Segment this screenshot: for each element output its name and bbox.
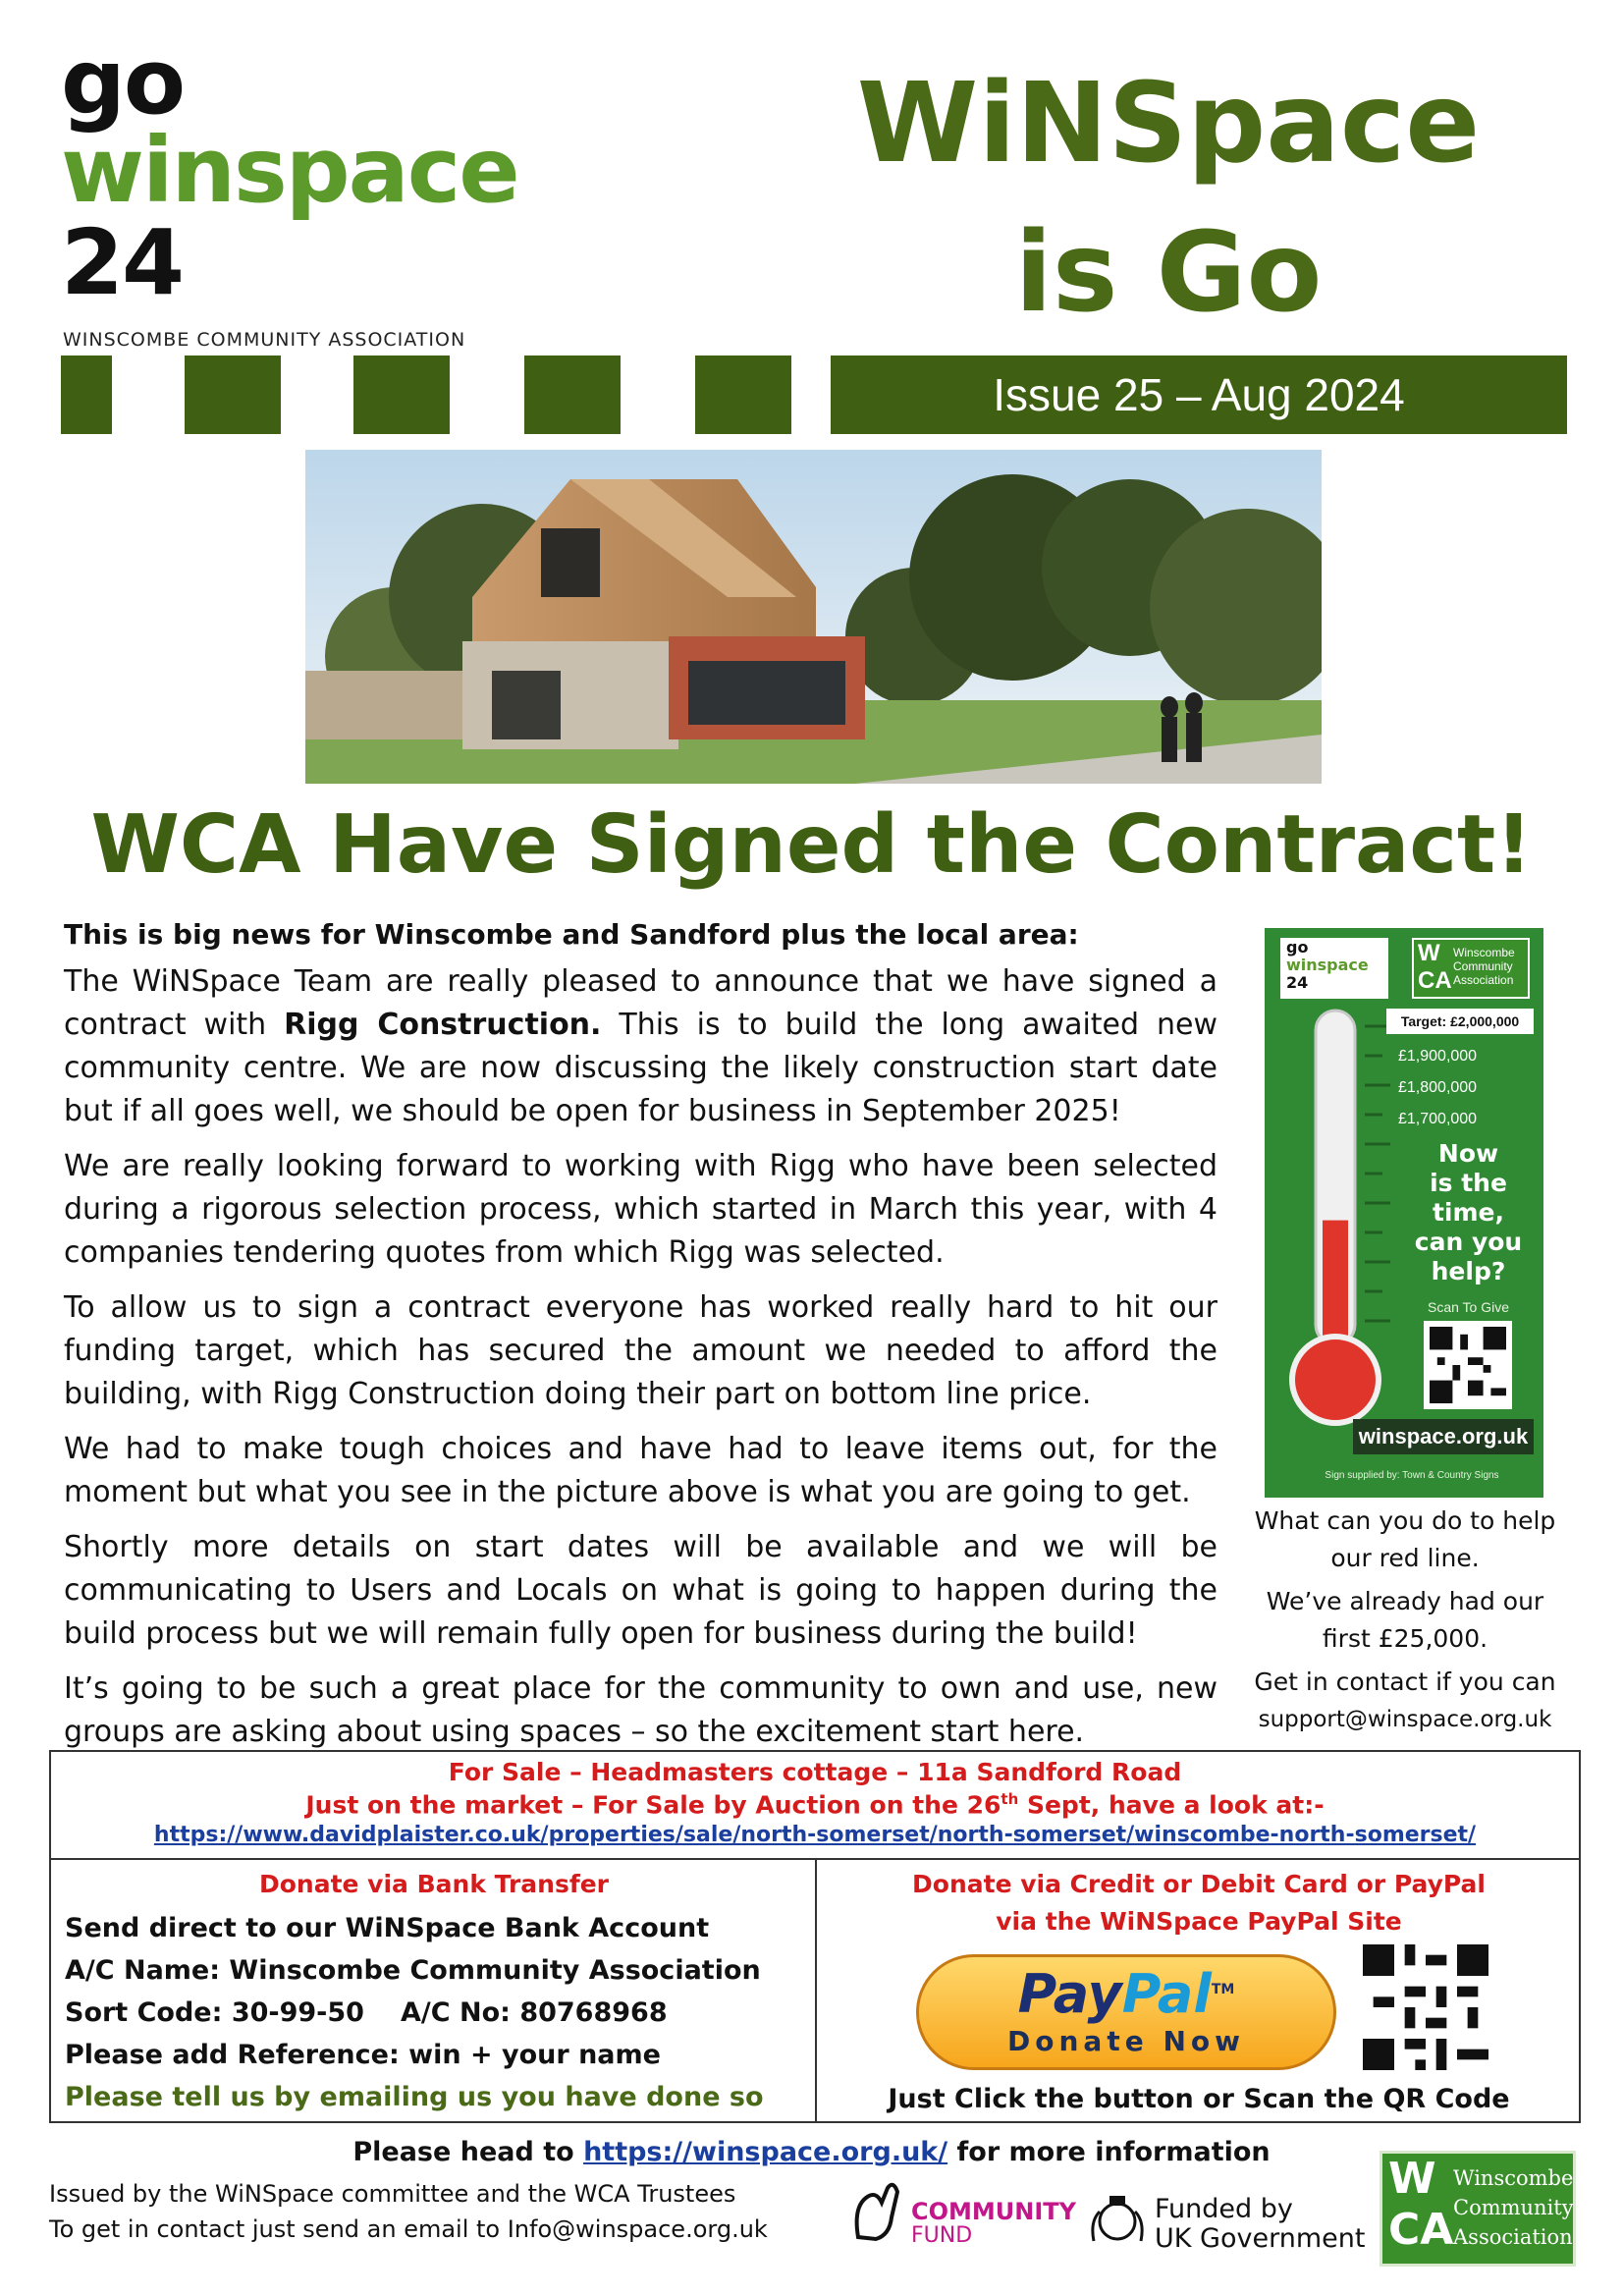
for-sale-box [49,1750,1581,1860]
wca-logo [1380,2151,1576,2267]
poster-call-line: Now [1437,1139,1499,1168]
paypal-donate-button[interactable] [916,1954,1336,2070]
side-caption-line: first £25,000. [1322,1624,1488,1653]
footer-more-info-text: for more information [947,2137,1271,2167]
article-paragraph: To allow us to sign a contract everyone has worked really hard to hit our funding target, which has secured the amount we needed to afford the building, with Rigg Construction doing their part on bottom line price. [64,1290,1217,1411]
wca-logo-ca: CA [1388,2205,1454,2255]
poster-logo-winspace: winspace [1286,956,1369,974]
paypal-tm: TM [1211,1981,1235,1997]
decor-square [524,355,621,434]
poster-qr-icon [1424,1321,1512,1409]
paypal-heading: via the WiNSpace PayPal Site [996,1907,1402,1936]
poster-level: £1,800,000 [1398,1079,1478,1096]
poster-wca-ca: CA [1418,967,1452,994]
property-link[interactable]: https://www.davidplaister.co.uk/properties/sale/north-somerset/north-somerset/winscombe-north-somerset/ [153,1823,1477,1848]
poster-call-line: is the [1430,1169,1507,1197]
poster-logo-24: 24 [1286,973,1309,992]
for-sale-heading: For Sale – Headmasters cottage – 11a Sandford Road [448,1758,1182,1786]
bank-line: Send direct to our WiNSpace Bank Account [65,1913,710,1943]
side-caption [1232,1503,1578,1738]
community-fund-label: FUND [911,2223,973,2248]
for-sale-auction-line [51,1790,1579,1819]
bank-heading: Donate via Bank Transfer [258,1870,610,1898]
decor-square [185,355,281,434]
funded-by-label: Funded by [1155,2194,1293,2224]
paypal-qr-icon[interactable] [1363,1944,1488,2070]
wca-logo-w: W [1388,2154,1436,2204]
bank-email-note: Please tell us by emailing us you have done so [65,2082,764,2112]
side-caption-line: We’ve already had our [1266,1587,1544,1615]
paragraph-text: The WiNSpace Team are really pleased to announce that we have signed a contract with [64,964,1217,1042]
poster-call-to-action [1402,1139,1535,1286]
poster-level: £1,700,000 [1398,1111,1478,1127]
poster-supplier: Sign supplied by: Town & Country Signs [1325,1470,1499,1481]
poster-target: Target: £2,000,000 [1386,1009,1534,1034]
logo-go: go [61,29,185,135]
bank-sort-code: Sort Code: 30-99-50 [65,1997,364,2028]
poster-wca-logo [1412,938,1530,999]
paypal-pay: Pay [1017,1962,1122,2025]
decor-square [695,355,791,434]
footer-contact: To get in contact just send an email to Info@winspace.org.uk [49,2215,768,2243]
side-caption-line: What can you do to help [1254,1506,1556,1535]
poster-wca-text: Winscombe Community Association [1453,946,1515,987]
paypal-caption: Just Click the button or Scan the QR Code [888,2084,1510,2114]
uk-government-label: UK Government [1155,2223,1366,2254]
decor-square [61,355,112,434]
logo-subtitle: WINSCOMBE COMMUNITY ASSOCIATION [63,329,466,351]
paypal-pal: Pal [1121,1962,1212,2025]
poster-call-line: time, [1432,1198,1505,1227]
side-caption-line: our red line. [1330,1544,1480,1572]
issue-label: Issue 25 – Aug 2024 [993,369,1405,420]
paypal-donate-label: Donate Now [1007,2024,1245,2057]
thermometer-graphic [1274,1007,1402,1429]
building-render-image [305,450,1322,784]
article-paragraph: We are really looking forward to working with Rigg who have been selected during a rigorous selection process, which started in March this year, with 4 companies tendering quotes from which Rigg was selected. [64,1149,1217,1270]
poster-logo-go: go [1286,938,1309,957]
wca-logo-line: Community [1453,2196,1574,2219]
article-paragraph: We had to make tough choices and have had to leave items out, for the moment but what you see in the picture above is what you are going to get. [64,1432,1217,1509]
issue-bar [831,355,1567,434]
royal-crest-icon [1088,2192,1147,2247]
poster-level: £1,900,000 [1398,1048,1478,1065]
paragraph-text: This is to build the long awaited new community centre. We are now discussing the likely construction start date but if all goes well, we should be open for business in September 2025! [64,1008,1217,1128]
article-paragraph [64,960,1217,1133]
poster-call-line: can you [1414,1228,1523,1256]
fundraising-thermometer-poster [1265,928,1543,1498]
auction-text: Just on the market – For Sale by Auction on the 26 [305,1790,1001,1820]
poster-url: winspace.org.uk [1353,1419,1534,1454]
footer-issued: Issued by the WiNSpace committee and the WCA Trustees [49,2180,736,2208]
paragraph-bold: Rigg Construction. [284,1008,602,1042]
paypal-heading: Donate via Credit or Debit Card or PayPal [912,1870,1486,1898]
bank-reference: Please add Reference: win + your name [65,2040,661,2070]
community-fund-hands-icon [848,2178,907,2247]
auction-sup: th [1001,1790,1019,1808]
logo-24: 24 [61,210,184,315]
article-lead: This is big news for Winscombe and Sandford plus the local area: [64,918,1079,951]
auction-text: Sept, have a look at:- [1018,1790,1325,1820]
headline: WCA Have Signed the Contract! [90,798,1533,892]
footer-more-info-text: Please head to [352,2137,584,2167]
article-paragraph: It’s going to be such a great place for the community to own and use, new groups are asking about using spaces – so the excitement start here. [64,1671,1217,1749]
poster-call-line: help? [1431,1257,1506,1285]
decor-square [353,355,450,434]
wca-logo-line: Winscombe [1453,2166,1574,2190]
article-body [64,918,1217,1766]
wca-logo-text [1453,2163,1574,2252]
logo-winspace: winspace [61,118,518,223]
page-title-line1: WiNSpace [856,60,1481,188]
bank-transfer-box [49,1858,817,2123]
bank-account-number: A/C No: 80768968 [401,1997,668,2028]
article-paragraph: Shortly more details on start dates will be available and we will be communicating to Users and Locals on what is going to happen during the build process but we will remain fully open for business during the build! [64,1530,1217,1651]
poster-logo [1280,938,1388,999]
poster-scan-label: Scan To Give [1427,1299,1509,1315]
support-email: support@winspace.org.uk [1258,1707,1552,1732]
bank-account-name: A/C Name: Winscombe Community Association [65,1955,761,1986]
side-caption-line: Get in contact if you can [1254,1667,1556,1696]
page-title-line2: is Go [1014,209,1323,337]
paypal-logo [1017,1962,1235,2025]
poster-levels [1398,1041,1477,1135]
website-link[interactable]: https://winspace.org.uk/ [583,2137,948,2167]
wca-logo-line: Association [1453,2225,1573,2249]
community-fund-label: COMMUNITY [911,2198,1077,2225]
poster-wca-w: W [1418,940,1440,966]
